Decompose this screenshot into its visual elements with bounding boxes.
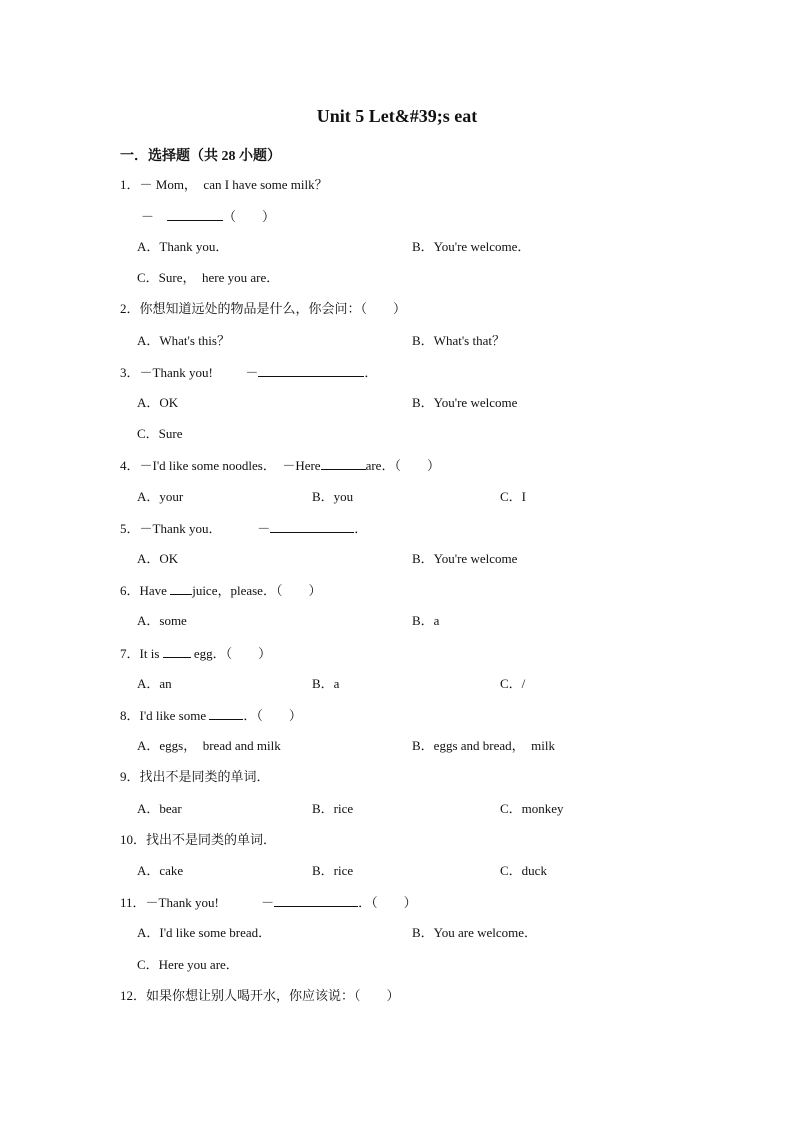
q9-option-c: C．monkey xyxy=(500,801,564,816)
question-number: 8． xyxy=(120,708,140,723)
question-stem: －Thank you! xyxy=(139,365,213,380)
question-3: 3．－Thank you! － ． xyxy=(120,365,378,380)
q10-option-c: C．duck xyxy=(500,863,547,878)
question-12 xyxy=(120,987,400,1005)
question-stem: －Thank you! xyxy=(145,895,219,910)
q3-option-b: B．You're welcome xyxy=(412,395,518,410)
question-8: 8．I'd like some ．（ ） xyxy=(120,708,302,723)
question-9 xyxy=(120,768,270,786)
question-2 xyxy=(120,300,406,318)
question-stem: I'd like some xyxy=(139,708,207,723)
question-stem: － Mom， can I have some milk？ xyxy=(139,177,328,192)
question-number: 5． xyxy=(120,521,140,536)
question-stem: －I'd like some noodles． －Here xyxy=(139,458,321,473)
answer-blank xyxy=(321,456,366,470)
question-number: 9． xyxy=(120,769,140,784)
question-stem: Have xyxy=(139,583,167,598)
q2-option-b: B．What's that？ xyxy=(412,333,505,348)
question-number: 4． xyxy=(120,458,140,473)
question-number: 7． xyxy=(120,646,140,661)
q9-option-a: A．bear xyxy=(137,801,182,816)
q6-option-b: B．a xyxy=(412,613,440,628)
answer-blank xyxy=(270,519,354,533)
question-number: 12． xyxy=(120,988,147,1003)
question-number: 11． xyxy=(120,895,146,910)
q7-option-b: B．a xyxy=(312,676,340,691)
q5-option-b: B．You're welcome xyxy=(412,551,518,566)
answer-blank xyxy=(163,644,191,658)
question-number: 10． xyxy=(120,832,147,847)
answer-blank xyxy=(258,363,364,377)
answer-blank xyxy=(167,207,223,221)
q7-option-c: C．/ xyxy=(500,676,526,691)
q10-option-a: A．cake xyxy=(137,863,184,878)
question-stem: 如果你想让别人喝开水，你应该说：（ ） xyxy=(146,988,400,1003)
question-number: 6． xyxy=(120,583,140,598)
question-4: 4．－I'd like some noodles． －Here are．（ ） xyxy=(120,458,440,473)
section-heading: 一．选择题（共 28 小题） xyxy=(120,149,281,164)
q4-option-b: B．you xyxy=(312,489,354,504)
q3-option-c: C．Sure xyxy=(137,426,183,441)
question-6: 6．Have juice，please．（ ） xyxy=(120,583,322,598)
question-11: 11．－Thank you! － ．（ ） xyxy=(120,895,417,910)
q8-option-b: B．eggs and bread， milk xyxy=(412,738,555,753)
dash: － xyxy=(261,895,275,910)
question-10 xyxy=(120,831,276,849)
answer-paren: （ ） xyxy=(223,209,276,224)
q11-option-b: B．You are welcome． xyxy=(412,925,538,940)
answer-blank xyxy=(209,706,243,720)
question-stem: It is xyxy=(139,646,160,661)
question-stem: 找出不是同类的单词． xyxy=(139,769,270,784)
question-stem: 你想知道远处的物品是什么，你会问：（ ） xyxy=(139,301,407,316)
q3-option-a: A．OK xyxy=(137,395,179,410)
dash: － xyxy=(141,209,155,224)
q6-option-a: A．some xyxy=(137,613,187,628)
question-stem: 找出不是同类的单词． xyxy=(146,832,277,847)
q10-option-b: B．rice xyxy=(312,863,354,878)
question-number: 3． xyxy=(120,365,140,380)
answer-blank xyxy=(274,893,358,907)
q9-option-b: B．rice xyxy=(312,801,354,816)
q4-option-c: C．I xyxy=(500,489,527,504)
q11-option-a: A．I'd like some bread． xyxy=(137,925,272,940)
question-1 xyxy=(120,176,328,194)
question-5: 5．－Thank you． － ． xyxy=(120,521,368,536)
q4-option-a: A．your xyxy=(137,489,184,504)
question-7: 7．It is egg．（ ） xyxy=(120,646,272,661)
question-1-answer-line xyxy=(141,207,275,226)
question-number: 2． xyxy=(120,301,140,316)
question-stem: －Thank you． xyxy=(139,521,222,536)
q7-option-a: A．an xyxy=(137,676,172,691)
dash: － xyxy=(257,521,271,536)
question-number: 1． xyxy=(120,177,140,192)
q8-option-a: A．eggs， bread and milk xyxy=(137,738,281,753)
q1-option-c: C．Sure， here you are． xyxy=(137,270,280,285)
page-title: Unit 5 Let&#39;s eat xyxy=(316,106,478,126)
q1-option-a: A．Thank you． xyxy=(137,239,229,254)
q1-option-b: B．You're welcome． xyxy=(412,239,531,254)
q5-option-a: A．OK xyxy=(137,551,179,566)
answer-blank xyxy=(170,581,192,595)
q11-option-c: C．Here you are． xyxy=(137,957,239,972)
dash: － xyxy=(245,365,259,380)
q2-option-a: A．What's this？ xyxy=(137,333,230,348)
